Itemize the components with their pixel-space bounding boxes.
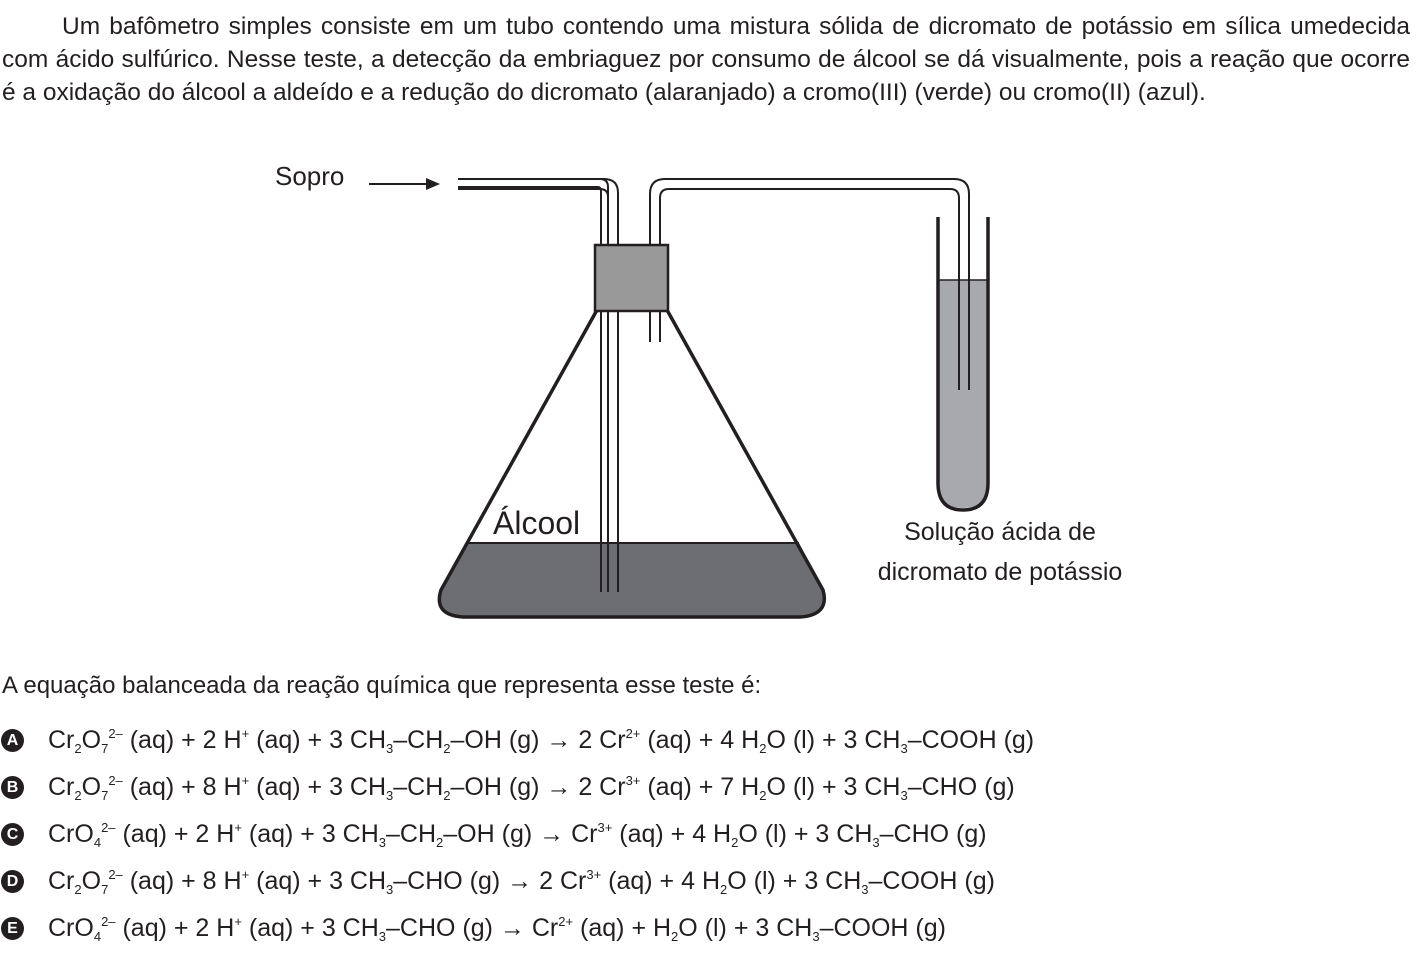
option-equation: CrO$_4^{2-}$ (aq) + 2 H+ (aq) + 3 $CH_3-CH_2-OH$ $(g) \to Cr^{3+}$ (aq) + 4 $H_2O$ (l) + 3 $CH_3$–CHO (g) [48, 820, 987, 850]
solution-label-line2: dicromato de potássio [877, 558, 1123, 586]
dichromate-solution [938, 280, 988, 508]
alcohol-liquid [439, 543, 824, 617]
solution-label-line1: Solução ácida de [904, 518, 1096, 546]
question-prompt: A equação balanceada da reação química que representa esse teste é: [2, 672, 762, 699]
option-equation: $Cr_2O_7^{2-}$ (aq) + 8 H+ (aq) + 3 $CH_3-CH_2-OH$ (g) → 2 $Cr^{3+}$ (aq) + 7 $H_2O$ (l) + 3 $CH_3$–CHO (g) [48, 773, 1015, 803]
option-letter-badge: B [1, 776, 24, 799]
option-letter-badge: C [1, 823, 24, 846]
option-equation: $Cr_2O_7^{2-}$ (aq) + 8 H+ (aq) + 3 $CH_3$–CHO (g) → 2 $Cr^{3+}$ (aq) + 4 $H_2O$ (l) + 3 $CH_3$–COOH (g) [48, 867, 995, 897]
option-letter-badge: D [1, 870, 24, 893]
sopro-arrow [369, 178, 440, 190]
alcool-label: Álcool [493, 505, 581, 541]
option-equation: $Cr_2O_7^{2-}$ (aq) + 2 H+ (aq) + 3 $CH_3-CH_2-OH$ (g) → 2 $Cr^{2+}$ (aq) + 4 $H_2O$ (l) + 3 $CH_3$–COOH (g) [48, 726, 1035, 756]
option-letter-badge: E [1, 917, 24, 940]
intro-paragraph: Um bafômetro simples consiste em um tubo contendo uma mistura sólida de dicromato de potássio em sílica umedecida com ácido sulfúrico. Nesse teste, a detecção da embriaguez por consumo de álcool se dá visualmente, pois a reação que ocorre é a oxidação do álcool a aldeído e a redução do dicromato (alaranjado) a cromo(III) (verde) ou cromo(II) (azul). [2, 13, 1410, 106]
option-equation: CrO$_4^{2-}$ (aq) + 2 H+ (aq) + 3 $CH_3$–CHO $(g) \to Cr^{2+}$ $(aq) + H_2O$ (l) + 3 $CH_3$–COOH (g) [48, 914, 946, 944]
option-letter-badge: A [1, 729, 24, 752]
rubber-stopper [595, 245, 668, 311]
sopro-label: Sopro [275, 161, 345, 191]
outlet-tube [650, 179, 969, 390]
